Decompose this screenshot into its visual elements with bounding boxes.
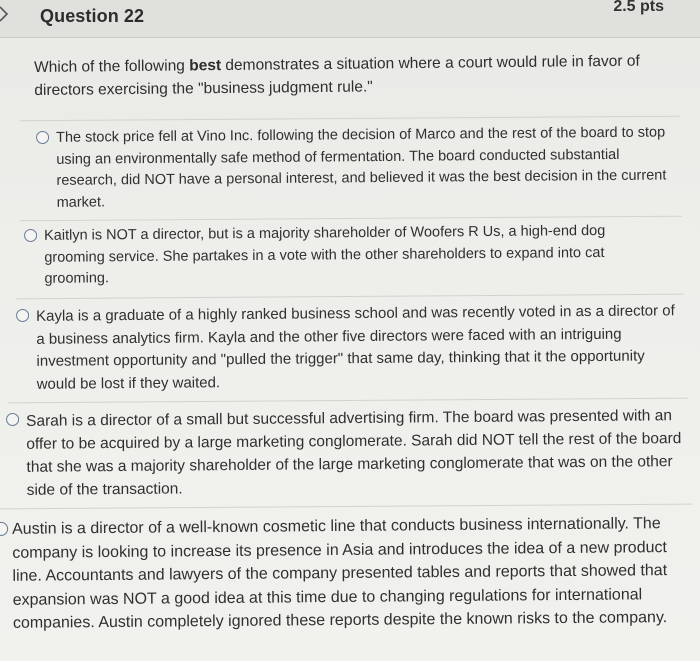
answer-option-5[interactable] xyxy=(0,512,692,632)
question-title: Question 22 xyxy=(40,6,145,26)
prompt-text-start: Which of the following xyxy=(34,57,190,76)
prompt-emphasis: best xyxy=(189,57,222,75)
radio-button[interactable] xyxy=(24,229,37,242)
radio-button[interactable] xyxy=(6,413,19,426)
divider xyxy=(8,398,688,404)
answer-option-label[interactable]: Kaitlyn is NOT a director, but is a majority shareholder of Woofers R Us, a high-end dog grooming service. She partakes in a vote with the other shareholders to expand into cat grooming. xyxy=(44,222,606,287)
radio-button[interactable] xyxy=(0,522,8,536)
question-prompt xyxy=(34,49,664,102)
question-header xyxy=(0,0,700,38)
divider xyxy=(16,294,684,300)
answer-option-3[interactable] xyxy=(16,300,686,393)
question-points: 2.5 pts xyxy=(613,0,664,15)
answer-option-4[interactable] xyxy=(6,404,696,499)
divider xyxy=(20,116,680,122)
answer-option-label[interactable]: Kayla is a graduate of a highly ranked business school and was recently voted in as a director of a business analytics firm. Kayla and the other five directors were faced with an intriguing investment opportunity and "pulled the trigger" that same day, thinking that it the opportunity would be lost if they waited. xyxy=(36,302,675,393)
chevron-collapse-icon[interactable] xyxy=(0,4,14,24)
divider xyxy=(0,504,692,510)
radio-button[interactable] xyxy=(36,131,49,144)
answer-option-2[interactable] xyxy=(24,220,684,287)
radio-button[interactable] xyxy=(16,309,29,322)
answer-option-label[interactable]: The stock price fell at Vino Inc. following the decision of Marco and the rest of the board to stop using an environmentally safe method of fermentation. The board conducted substantial research, did NOT have a personal interest, and believed it was the best decision in the current market. xyxy=(56,124,667,211)
answer-option-1[interactable] xyxy=(36,122,676,211)
prompt-text-end: demonstrates a situation where a court would rule in favor of directors exercising the "business judgment rule." xyxy=(34,52,640,99)
answer-option-label[interactable]: Sarah is a director of a small but successful advertising firm. The board was presented with an offer to be acquired by a large marketing conglomerate. Sarah did NOT tell the rest of the board that she was a majority shareholder of the large marketing conglomerate that was on the other side of the transaction. xyxy=(26,407,682,499)
answer-option-label[interactable]: Austin is a director of a well-known cosmetic line that conducts business internationally. The company is looking to increase its presence in Asia and introduces the idea of a new product line. Accountants and lawyers of the company presented tables and reports that showed that expansion was NOT a good idea at this time due to changing regulations for international companies. Austin completely ignored these reports despite the known risks to the company. xyxy=(12,515,668,632)
